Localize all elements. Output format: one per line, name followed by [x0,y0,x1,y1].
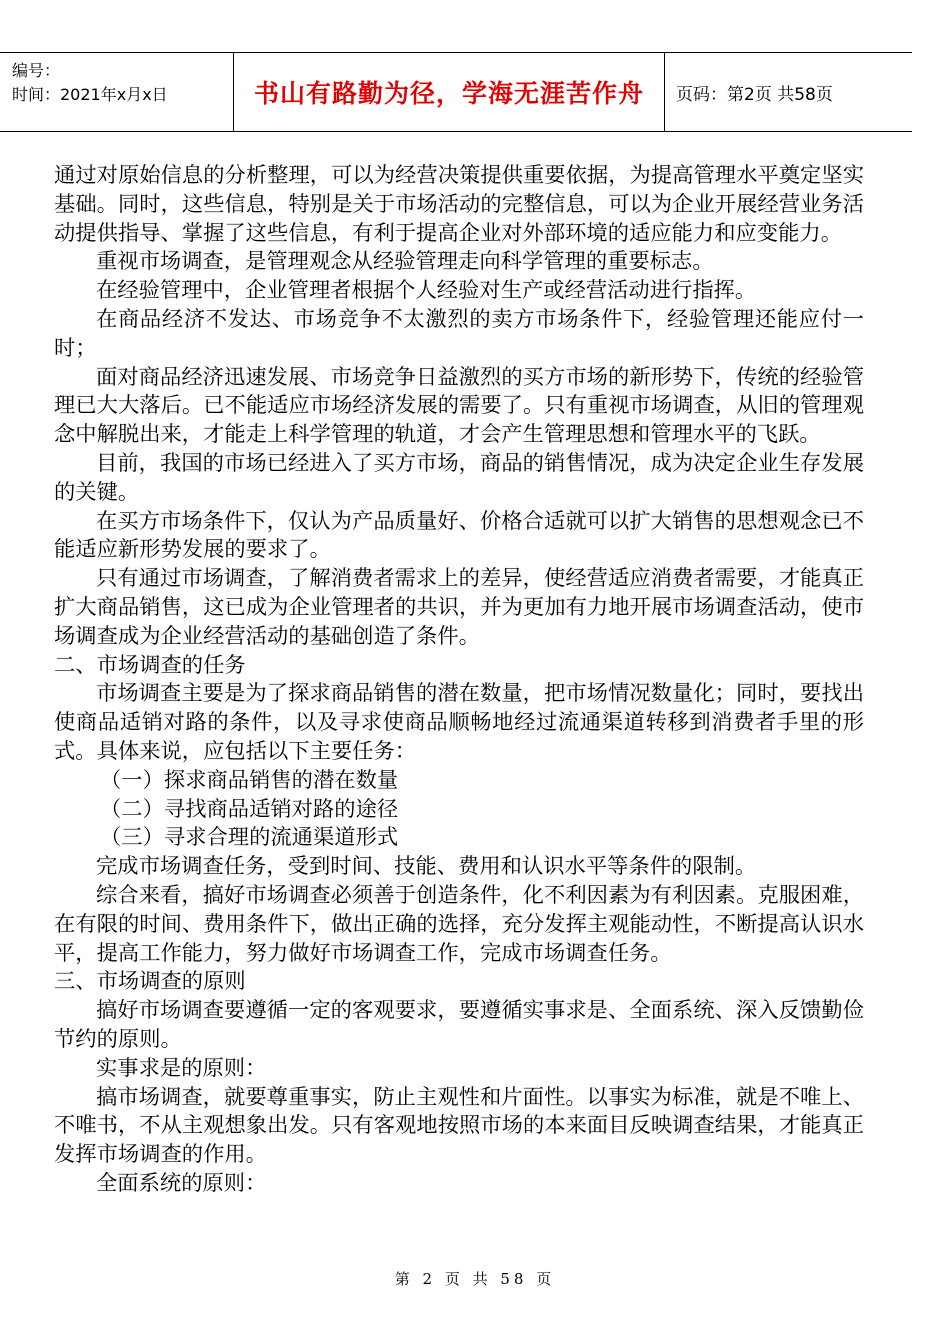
number-label: 编号： [12,61,61,80]
document-body [54,162,864,1199]
paragraph: 目前，我国的市场已经进入了买方市场，商品的销售情况，成为决定企业生存发展的关键。 [54,450,864,505]
paragraph: 搞市场调查，就要尊重事实，防止主观性和片面性。以事实为标准，就是不唯上、不唯书，不从主观想象出发。只有客观地按照市场的本来面目反映调查结果，才能真正发挥市场调查的作用。 [54,1084,864,1168]
paragraph: 完成市场调查任务，受到时间、技能、费用和认识水平等条件的限制。 [96,854,757,880]
paragraph: 在商品经济不发达、市场竞争不太激烈的卖方市场条件下，经验管理还能应付一时； [54,306,864,361]
list-item: （三）寻求合理的流通渠道形式 [100,825,399,851]
paragraph: 综合来看，搞好市场调查必须善于创造条件，化不利因素为有利因素。克服困难，在有限的时间、费用条件下，做出正确的选择，充分发挥主观能动性，不断提高认识水平，提高工作能力，努力做好市场调查工作，完成市场调查任务。 [54,882,864,966]
paragraph: 全面系统的原则： [96,1170,267,1196]
header-meta [12,59,168,107]
page-header [0,52,912,132]
paragraph: 实事求是的原则： [96,1055,267,1081]
page-footer: 第 2 页 共 58 页 [394,1270,556,1288]
list-item: （二）寻找商品适销对路的途径 [100,796,399,822]
paragraph: 搞好市场调查要遵循一定的客观要求，要遵循实事求是、全面系统、深入反馈勤俭节约的原则。 [54,998,864,1052]
paragraph: 在经验管理中，企业管理者根据个人经验对生产或经营活动进行指挥。 [96,278,757,304]
list-item: （一）探求商品销售的潜在数量 [100,767,399,793]
section-heading: 二、市场调查的任务 [54,652,246,678]
paragraph: 重视市场调查，是管理观念从经验管理走向科学管理的重要标志。 [96,249,714,275]
header-divider [664,53,665,131]
paragraph: 只有通过市场调查，了解消费者需求上的差异，使经营适应消费者需要，才能真正扩大商品销售，这已成为企业管理者的共识，并为更加有力地开展市场调查活动，使市场调查成为企业经营活动的基础创造了条件。 [54,566,864,649]
paragraph: 面对商品经济迅速发展、市场竞争日益激烈的买方市场的新形势下，传统的经验管理已大大落后。已不能适应市场经济发展的需要了。只有重视市场调查，从旧的管理观念中解脱出来，才能走上科学管理的轨道，才会产生管理思想和管理水平的飞跃。 [54,364,864,448]
paragraph: 在买方市场条件下，仅认为产品质量好、价格合适就可以扩大销售的思想观念已不能适应新形势发展的要求了。 [54,508,864,563]
paragraph: 通过对原始信息的分析整理，可以为经营决策提供重要依据，为提高管理水平奠定坚实基础。同时，这些信息，特别是关于市场活动的完整信息，可以为企业开展经营业务活动提供指导、掌握了这些信息，有利于提高企业对外部环境的适应能力和应变能力。 [54,163,864,246]
header-page-info: 页码：第2页 共58页 [676,84,833,105]
header-motto: 书山有路勤为径，学海无涯苦作舟 [253,79,644,108]
section-heading: 三、市场调查的原则 [54,969,246,995]
time-label: 时间：2021年x月x日 [12,85,168,104]
paragraph: 市场调查主要是为了探求商品销售的潜在数量，把市场情况数量化；同时，要找出使商品适销对路的条件，以及寻求使商品顺畅地经过流通渠道转移到消费者手里的形式。具体来说，应包括以下主要任务： [54,681,864,764]
